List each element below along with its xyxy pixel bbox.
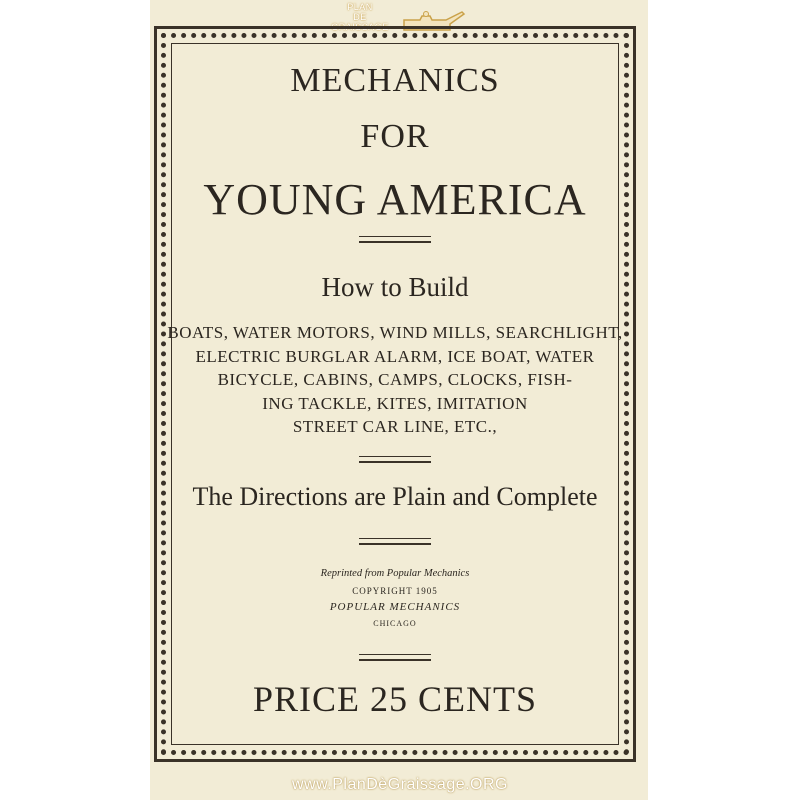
title-line-1: MECHANICS — [290, 62, 500, 99]
logo-line-1: PLAN — [347, 2, 373, 12]
copyright-line: COPYRIGHT 1905 — [352, 586, 438, 596]
price-label: PRICE 25 CENTS — [252, 679, 538, 719]
title-line-2: FOR — [360, 118, 430, 155]
directions-tagline: The Directions are Plain and Complete — [192, 482, 598, 511]
divider-rule-2 — [359, 456, 431, 463]
project-list-line: STREET CAR LINE, ETC., — [292, 417, 498, 436]
title-line-3: YOUNG AMERICA — [203, 175, 587, 224]
project-list-line: ING TACKLE, KITES, IMITATION — [262, 393, 528, 413]
reprint-note: Reprinted from Popular Mechanics — [320, 568, 470, 579]
logo-line-2: DE — [353, 12, 367, 22]
logo-line-3: GRAISSAGE — [331, 22, 389, 32]
project-list-line: BOATS, WATER MOTORS, WIND MILLS, SEARCHLIGHT, — [167, 323, 623, 342]
divider-rule-1 — [359, 236, 431, 243]
publisher-name: POPULAR MECHANICS — [329, 601, 461, 613]
subtitle: How to Build — [321, 272, 469, 302]
divider-rule-4 — [359, 654, 431, 661]
publisher-city: CHICAGO — [373, 619, 417, 628]
cover-content — [154, 26, 636, 762]
site-watermark: www.PlanDèGraissage.ORG — [291, 776, 508, 793]
project-list-line: BICYCLE, CABINS, CAMPS, CLOCKS, FISH- — [217, 370, 573, 389]
project-list-line: ELECTRIC BURGLAR ALARM, ICE BOAT, WATER — [195, 346, 595, 366]
divider-rule-3 — [359, 538, 431, 545]
project-list — [154, 321, 636, 439]
